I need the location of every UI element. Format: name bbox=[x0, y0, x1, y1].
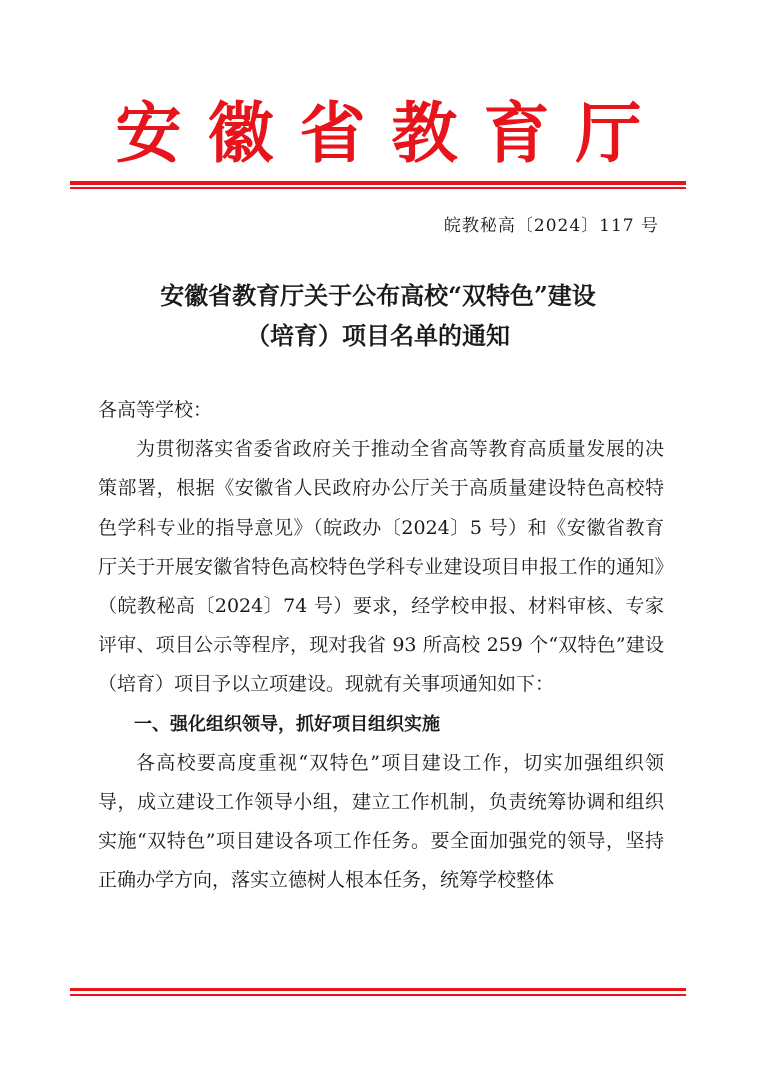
title-line-1: 安徽省教育厅关于公布高校“双特色”建设 bbox=[160, 281, 596, 310]
header-rule-thick bbox=[70, 181, 686, 185]
footer-rule-thin bbox=[70, 994, 686, 996]
document-body bbox=[98, 391, 664, 901]
footer-rule-thick bbox=[70, 988, 686, 991]
body-paragraph: 为贯彻落实省委省政府关于推动全省高等教育高质量发展的决策部署，根据《安徽省人民政府办公厅关于高质量建设特色高校特色学科专业的指导意见》（皖政办〔2024〕5 号）和《安徽省教育厅关于开展安徽省特色高校特色学科专业建设项目申报工作的通知》（皖教秘高〔2024〕74 号）要求，经学校申报、材料审核、专家评审、项目公示等程序，现对我省 93 所高校 259 个“双特色”建设（培育）项目予以立项建设。现就有关事项通知如下： bbox=[98, 438, 664, 696]
body-paragraph: 各高校要高度重视“双特色”项目建设工作，切实加强组织领导，成立建设工作领导小组，建立工作机制，负责统筹协调和组织实施“双特色”项目建设各项工作任务。要全面加强党的领导，坚持正确办学方向，落实立德树人根本任务，统筹学校整体 bbox=[98, 751, 664, 892]
document-title bbox=[70, 276, 686, 356]
title-line-2: （培育）项目名单的通知 bbox=[246, 321, 510, 350]
document-number: 皖教秘高〔2024〕117 号 bbox=[443, 216, 659, 236]
issuer-masthead: 安徽省教育厅 bbox=[115, 94, 668, 172]
section-heading: 一、强化组织领导，抓好项目组织实施 bbox=[134, 713, 440, 735]
header-rule-thin bbox=[70, 187, 686, 189]
salutation: 各高等学校： bbox=[98, 399, 213, 421]
